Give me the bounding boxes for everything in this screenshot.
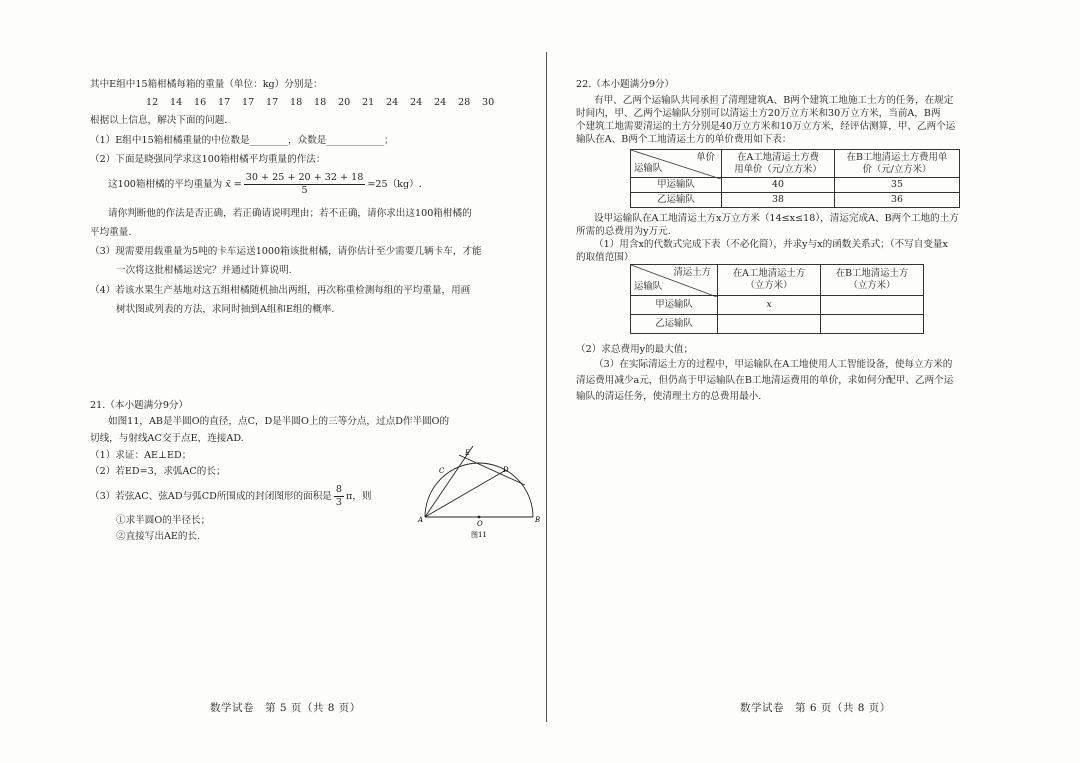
q20-intro: 其中E组中15箱柑橘每箱的重量（单位：kg）分别是： bbox=[90, 79, 323, 90]
weight-value: 28 bbox=[458, 97, 471, 108]
q22-line3: 个建筑工地需要清运的土方分别是40万立方米和10万立方米，经评估测算，甲、乙两个运 bbox=[576, 121, 956, 132]
unit-price-table bbox=[630, 149, 960, 208]
q22-line4: 输队在A、B两个工地清运土方的单价费用如下表： bbox=[576, 134, 792, 145]
formula-prefix: 这100箱柑橘的平均重量为 bbox=[108, 179, 223, 190]
table2-cell bbox=[821, 315, 924, 334]
page-footer-right: 数学试卷 第 6 页（共 8 页） bbox=[740, 702, 891, 714]
q22-part2: （2）求总费用y的最大值； bbox=[576, 344, 694, 355]
label-o: O bbox=[477, 520, 483, 528]
label-e: E bbox=[465, 449, 471, 457]
q21-area-numerator: 8 bbox=[335, 484, 343, 495]
weight-value: 14 bbox=[170, 97, 183, 108]
table1-header-a: 在A工地清运土方费 用单价（元/立方米） bbox=[722, 150, 835, 178]
table2-cell bbox=[718, 315, 821, 334]
q20-instruction: 根据以上信息，解决下面的问题. bbox=[90, 115, 228, 126]
weight-value: 17 bbox=[218, 97, 231, 108]
center-point bbox=[478, 516, 481, 519]
q21-part2: （2）若ED=3，求弧AC的长； bbox=[90, 466, 226, 477]
table1-corner-top: 单价 bbox=[696, 152, 715, 163]
table2-corner bbox=[631, 265, 718, 296]
right-page bbox=[548, 0, 1080, 763]
weight-value: 17 bbox=[266, 97, 279, 108]
table1-row-name: 甲运输队 bbox=[631, 178, 722, 193]
mean-formula bbox=[108, 172, 422, 197]
q22-line6: 所需的总费用为y万元. bbox=[576, 226, 671, 237]
q21-part1: （1）求证：AE⊥ED； bbox=[90, 450, 192, 461]
q20-part4-line1: （4）若该水果生产基地对这五组柑橘随机抽出两组，再次称重检测每组的平均重量，用画 bbox=[90, 285, 471, 296]
q20-part1: （1）E组中15箱柑橘重量的中位数是________，众数是____________； bbox=[90, 135, 394, 146]
weight-value: 12 bbox=[146, 97, 159, 108]
table2-corner-bottom: 运输队 bbox=[634, 281, 663, 292]
q21-part3 bbox=[90, 484, 372, 509]
weight-value: 30 bbox=[482, 97, 495, 108]
page-divider bbox=[546, 52, 547, 722]
q20-judge-line1: 请你判断他的作法是否正确，若正确请说明理由；若不正确，请你求出这100箱柑橘的 bbox=[108, 208, 472, 219]
table1-corner-bottom: 运输队 bbox=[634, 163, 663, 174]
formula-xbar: x̄ = bbox=[225, 179, 242, 190]
table2-cell: x bbox=[718, 296, 821, 315]
weight-value: 18 bbox=[314, 97, 327, 108]
weight-value: 24 bbox=[410, 97, 423, 108]
formula-fraction bbox=[244, 172, 366, 197]
q20-part3-line1: （3）现需要用载重量为5吨的卡车运送1000箱该批柑橘，请你估计至少需要几辆卡车，才能 bbox=[90, 246, 482, 257]
weight-value: 24 bbox=[434, 97, 447, 108]
weight-value: 18 bbox=[290, 97, 303, 108]
table2-header-a: 在A工地清运土方 （立方米） bbox=[718, 265, 821, 296]
weight-value: 17 bbox=[242, 97, 255, 108]
table2-corner-top: 清运土方 bbox=[673, 267, 711, 278]
q22-part3-line2: 清运费用减少a元，但仍高于甲运输队在B工地清运费用的单价，求如何分配甲、乙两个运 bbox=[576, 375, 954, 386]
q21-title: 21.（本小题满分9分） bbox=[90, 400, 189, 411]
q22-part1-line2: 的取值范围） bbox=[576, 252, 634, 263]
q21-part3-suffix: π，则 bbox=[346, 491, 372, 502]
weight-value: 20 bbox=[338, 97, 351, 108]
q20-part4-line2: 树状图或列表的方法，求同时抽到A组和E组的概率. bbox=[116, 304, 335, 315]
q21-part3b: ②直接写出AE的长. bbox=[116, 531, 201, 542]
q21-area-denominator: 3 bbox=[335, 497, 343, 508]
q20-part2: （2）下面是晓强同学求这100箱柑橘平均重量的作法： bbox=[90, 154, 326, 165]
label-d: D bbox=[503, 466, 509, 474]
figure-11-semicircle bbox=[415, 440, 545, 540]
q22-title: 22.（本小题满分9分） bbox=[576, 79, 675, 90]
table1-cell: 40 bbox=[722, 178, 835, 193]
q21-line2: 切线，与射线AC交于点E，连接AD. bbox=[90, 433, 244, 444]
table1-header-b: 在B工地清运土方费用单 价（元/立方米） bbox=[835, 150, 960, 178]
figure-caption: 图11 bbox=[471, 531, 487, 539]
chord-ad bbox=[425, 470, 506, 517]
weights-list bbox=[146, 96, 506, 109]
q21-part3-text: （3）若弦AC、弦AD与弧CD所围成的封闭图形的面积是 bbox=[90, 491, 332, 502]
tangent-line bbox=[459, 455, 525, 485]
q21-line1: 如图11，AB是半圆O的直径，点C，D是半圆O上的三等分点，过点D作半圆O的 bbox=[108, 416, 450, 427]
formula-suffix: =25（kg）. bbox=[367, 179, 422, 190]
weight-value: 24 bbox=[386, 97, 399, 108]
table2-cell bbox=[821, 296, 924, 315]
q20-part3-line2: 一次将这批柑橘运送完？并通过计算说明. bbox=[116, 265, 292, 276]
label-b: B bbox=[535, 516, 541, 524]
label-a: A bbox=[418, 516, 424, 524]
table1-cell: 35 bbox=[835, 178, 960, 193]
q22-line5: 设甲运输队在A工地清运土方x万立方米（14≤x≤18），清运完成A、B两个工地的土方 bbox=[594, 213, 959, 224]
q21-part3a: ①求半圆O的半径长； bbox=[116, 515, 211, 526]
weight-value: 16 bbox=[194, 97, 207, 108]
table2-row-name: 乙运输队 bbox=[631, 315, 718, 334]
volume-table bbox=[630, 264, 924, 334]
page-footer-left: 数学试卷 第 5 页（共 8 页） bbox=[210, 702, 361, 714]
formula-denominator: 5 bbox=[301, 185, 308, 196]
q21-area-fraction bbox=[334, 484, 344, 509]
table1-corner bbox=[631, 150, 722, 178]
formula-numerator: 30 + 25 + 20 + 32 + 18 bbox=[245, 172, 364, 183]
table2-header-b: 在B工地清运土方 （立方米） bbox=[821, 265, 924, 296]
q22-part1-line1: （1）用含x的代数式完成下表（不必化简），并求y与x的函数关系式；（不写自变量x bbox=[594, 239, 948, 250]
q22-part3-line1: （3）在实际清运土方的过程中，甲运输队在A工地使用人工智能设备，使每立方米的 bbox=[594, 359, 953, 370]
table2-row-name: 甲运输队 bbox=[631, 296, 718, 315]
q22-line2: 时间内，甲、乙两个运输队分别可以清运土方20万立方米和30万立方米，当前A，B两 bbox=[576, 108, 941, 119]
q20-judge-line2: 平均重量. bbox=[90, 227, 132, 238]
q22-line1: 有甲、乙两个运输队共同承担了清理建筑A、B两个建筑工地施工土方的任务，在规定 bbox=[594, 95, 954, 106]
table1-row-name: 乙运输队 bbox=[631, 193, 722, 208]
table1-cell: 36 bbox=[835, 193, 960, 208]
table1-cell: 38 bbox=[722, 193, 835, 208]
q22-part3-line3: 输队的清运任务，使清理土方的总费用最小. bbox=[576, 391, 762, 402]
weight-value: 21 bbox=[362, 97, 375, 108]
label-c: C bbox=[439, 467, 445, 475]
